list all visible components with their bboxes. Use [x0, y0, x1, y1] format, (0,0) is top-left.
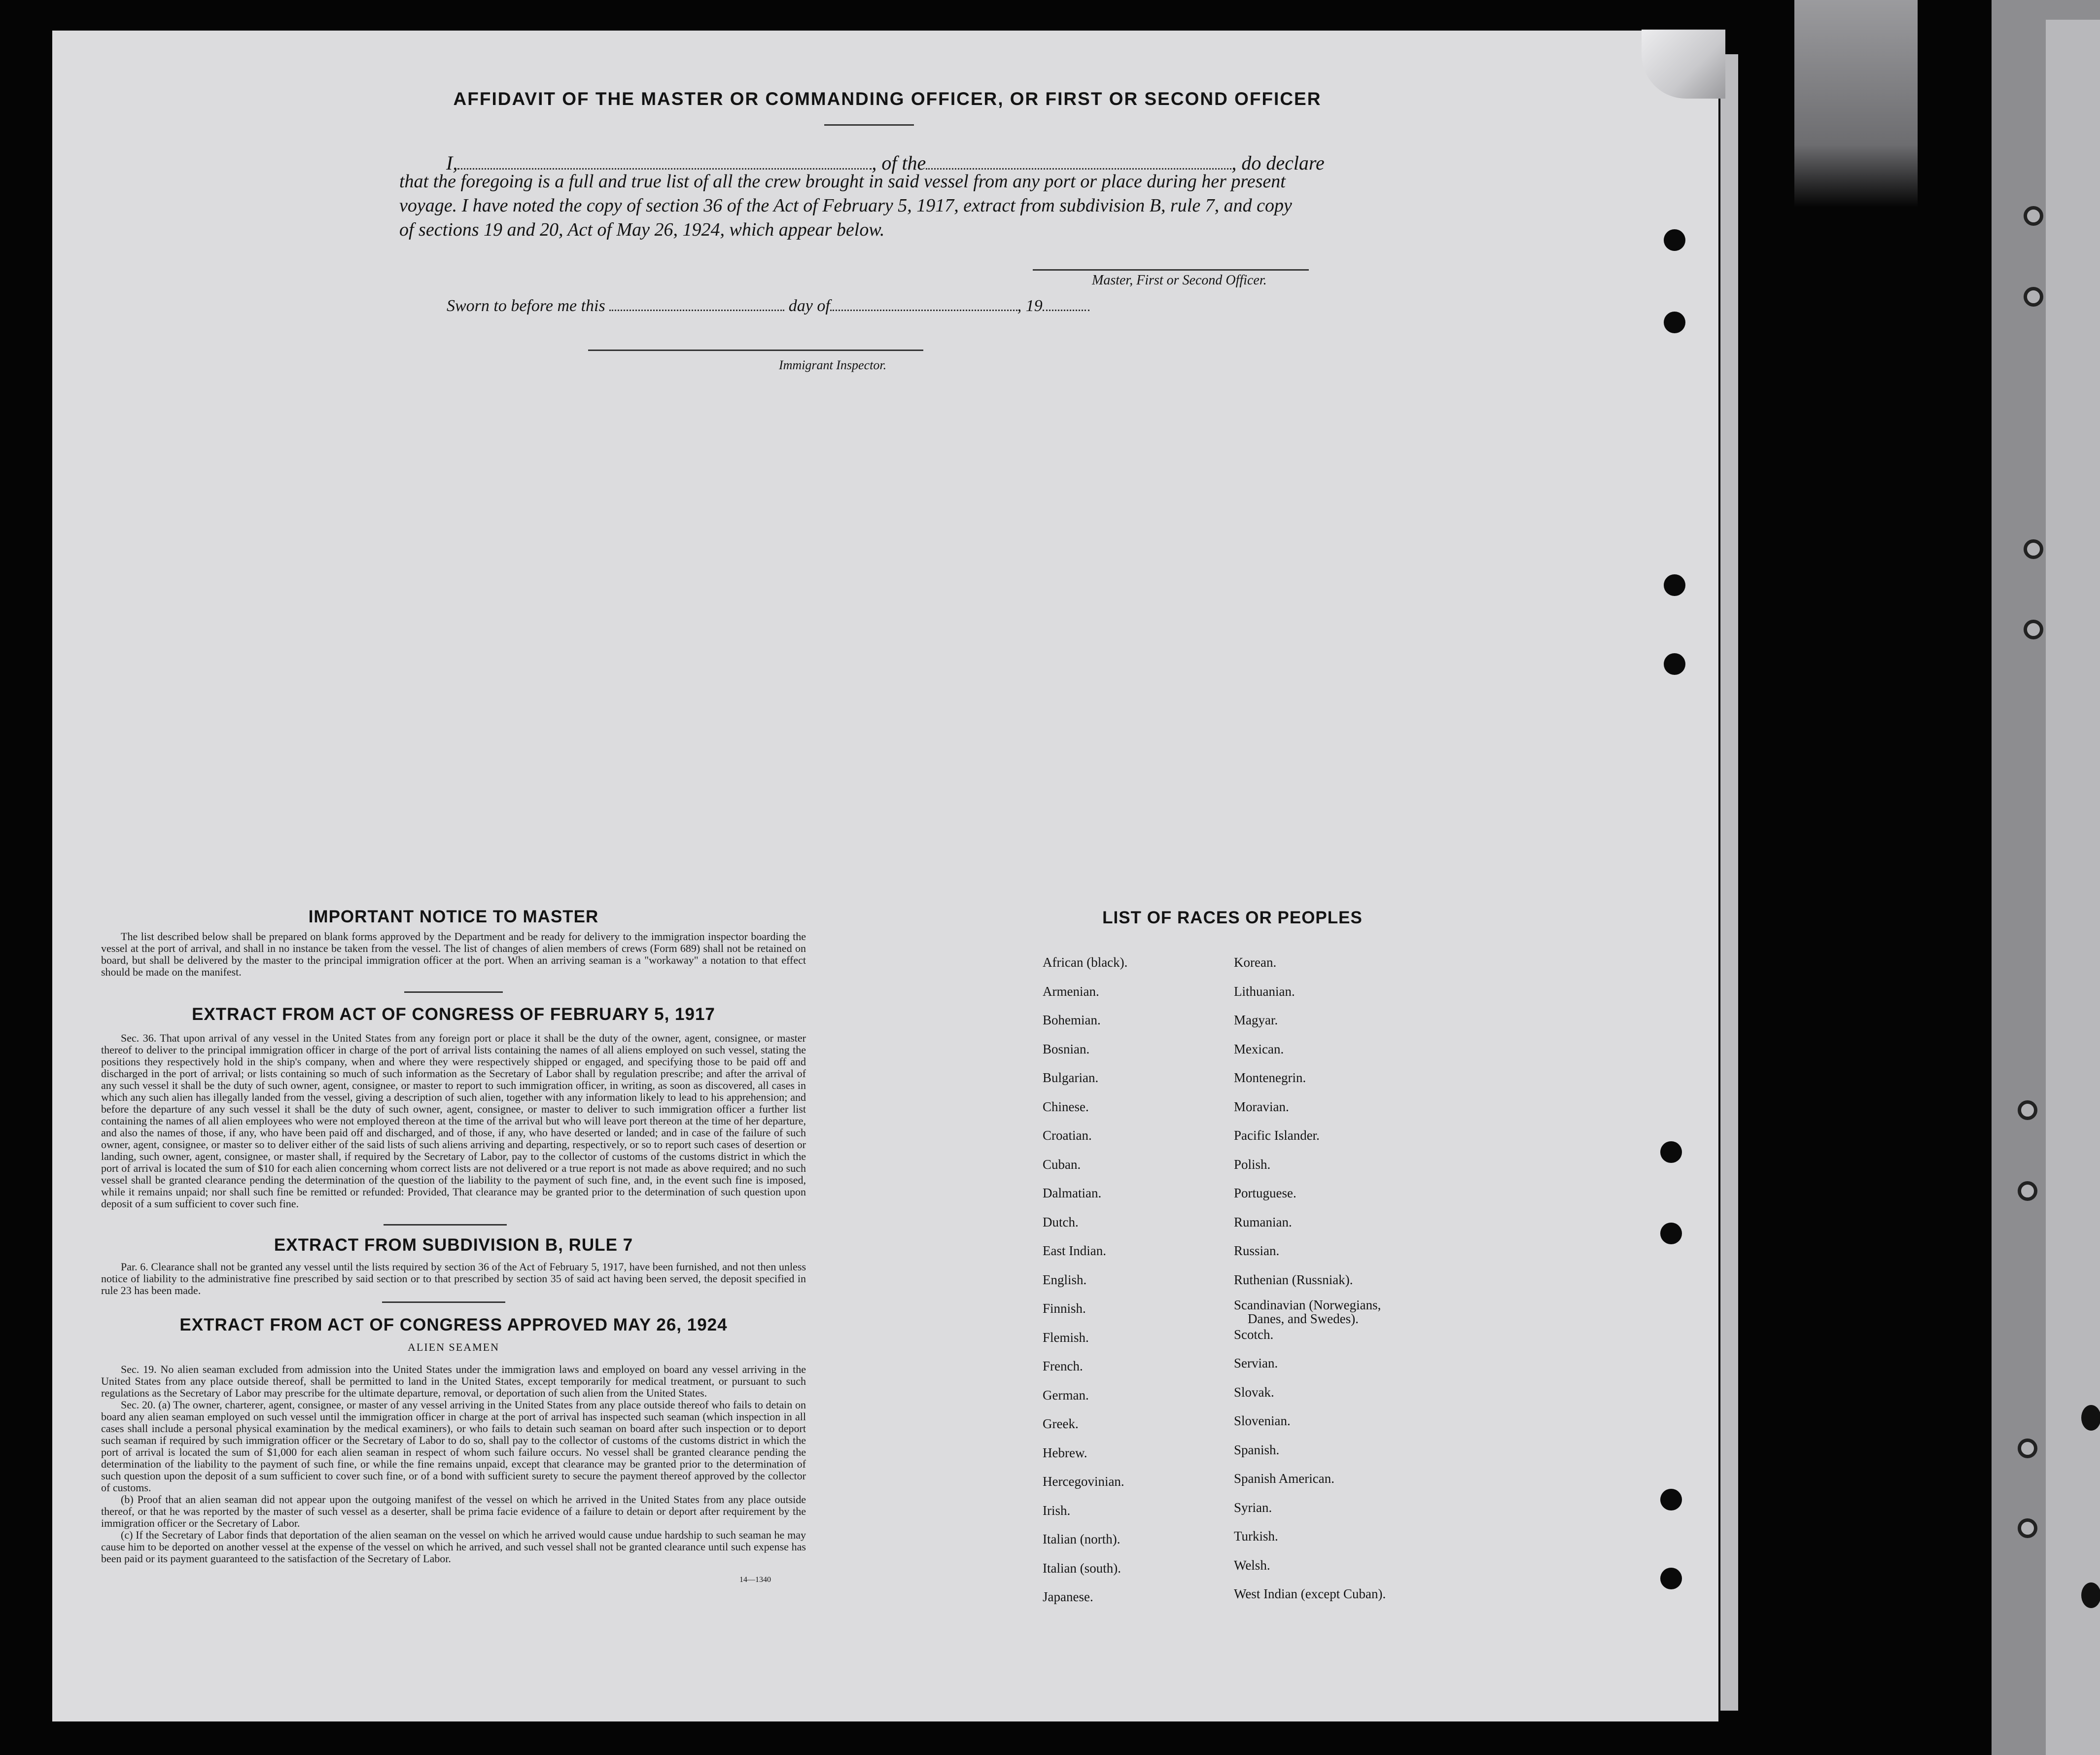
- race-item: [1234, 1529, 1386, 1558]
- race-item: [1043, 1301, 1127, 1330]
- punch-hole-icon: [1664, 574, 1685, 596]
- race-item: [1043, 1215, 1127, 1244]
- race-label: Rumanian.: [1234, 1214, 1292, 1229]
- race-item: [1234, 1128, 1386, 1157]
- race-item: [1234, 1356, 1386, 1385]
- section-36-paragraph: Sec. 36. That upon arrival of any vessel in the United States from any foreign port or place it shall be the duty of the owner, agent, consignee, or master thereof to deliver to the principal immigration officer in charge of the port of arrival lists containing the names of all aliens employed on such vessel, stating the positions they respectively hold in the ship's company, when and where they were respectively shipped or engaged, and specifying those to be paid off and discharged in the port of arrival; or lists containing so much of such information as the Secretary of Labor shall by regulation prescribe; and after the arrival of any such vessel it shall be the duty of such owner, agent, consignee, or master to report to such immigration officer, in writing, as soon as discovered, all cases in which any such alien has illegally landed from the vessel, giving a description of such alien, together with any information likely to lead to his apprehension; and before the departure of any such vessel it shall be the duty of such owner, agent, consignee, or master to deliver to such immigration officer a further list containing the names of all alien employees who were not employed thereon at the time of the arrival but who will leave port thereon at the time of her departure, and also the names of those, if any, who have been paid off and discharged, and of those, if any, who have deserted or landed; and in case of the failure of such owner, agent, consignee, or master so to deliver either of the said lists of such aliens arriving and departing, respectively, or so to report such cases of desertion or landing, such owner, agent, consignee, or master shall, if required by the Secretary of Labor, pay to the collector of customs of the customs district in which the port of arrival is located the sum of $10 for each alien concerning whom correct lists are not delivered or a true report is not made as above required; and no such vessel shall be granted clearance pending the determination of the question of the liability to the payment of such fine, and, in the event such fine is imposed, while it remains unpaid; nor shall such fine be remitted or refunded: Provided, That clearance may be granted prior to the determination of such question upon deposit of a sum sufficient to cover such fine.: [101, 1032, 806, 1210]
- race-item: [1234, 1327, 1386, 1356]
- extract-1924-title: EXTRACT FROM ACT OF CONGRESS APPROVED MAY 26, 1924: [179, 1315, 728, 1334]
- section-20b-paragraph: (b) Proof that an alien seaman did not appear upon the outgoing manifest of the vessel on which he arrived in the United States from any place outside thereof, or that he was reported by the master of such vessel as a deserter, shall be prima facie evidence of a failure to detain or deport after requirement by the immigration officer or the Secretary of Labor.: [101, 1493, 806, 1529]
- race-label: East Indian.: [1043, 1243, 1106, 1258]
- race-item: [1043, 1503, 1127, 1532]
- race-label: Scotch.: [1234, 1327, 1274, 1342]
- race-item: [1043, 1013, 1127, 1042]
- sworn-line: [447, 295, 1089, 316]
- race-label: Bohemian.: [1043, 1013, 1101, 1027]
- race-label: Scandinavian (Norwegians,: [1234, 1298, 1381, 1312]
- race-item: [1234, 1471, 1386, 1500]
- race-item: [1234, 1243, 1386, 1272]
- race-item: [1234, 1442, 1386, 1472]
- race-label: Spanish American.: [1234, 1471, 1334, 1486]
- section-20c-paragraph: (c) If the Secretary of Labor finds that deportation of the alien seaman on the vessel on which he arrived would cause undue hardship to such seaman he may cause him to be deported on another vessel at the expense of the vessel on which he arrived, and such vessel shall not be granted clearance until such expense has been paid or its payment guaranteed to the satisfaction of the Secretary of Labor.: [101, 1529, 806, 1565]
- race-item: [1043, 1589, 1127, 1618]
- page-edge: [1720, 54, 1738, 1711]
- vessel-blank: [926, 153, 1231, 170]
- race-label: Welsh.: [1234, 1557, 1270, 1573]
- race-item: [1234, 1157, 1386, 1186]
- ring-hole-icon: [2024, 206, 2043, 226]
- race-label: Irish.: [1043, 1503, 1071, 1518]
- race-label: Turkish.: [1234, 1529, 1278, 1544]
- race-item: [1043, 1042, 1127, 1071]
- month-blank: [830, 295, 1017, 311]
- races-left-column: [1043, 955, 1127, 1618]
- race-label-continued: Danes, and Swedes).: [1248, 1311, 1359, 1326]
- punch-hole-icon: [1664, 312, 1685, 333]
- race-item: [1043, 984, 1127, 1013]
- punch-hole-icon: [1664, 653, 1685, 675]
- race-label: Armenian.: [1043, 983, 1099, 999]
- race-label: Bosnian.: [1043, 1041, 1090, 1056]
- race-label: Montenegrin.: [1234, 1070, 1306, 1085]
- race-label: Chinese.: [1043, 1099, 1089, 1114]
- ring-hole-icon: [2024, 620, 2043, 639]
- ring-hole-icon: [2024, 539, 2043, 559]
- name-blank: [457, 153, 872, 170]
- race-label: Italian (north).: [1043, 1532, 1120, 1546]
- race-label: German.: [1043, 1387, 1089, 1403]
- race-label: Magyar.: [1234, 1013, 1278, 1027]
- adjacent-page-top-shadow: [1794, 0, 1918, 207]
- race-label: Dutch.: [1043, 1214, 1079, 1229]
- do-declare-label: , do declare: [1231, 152, 1325, 174]
- adjacent-page-edge: [2046, 20, 2100, 1755]
- year-label: , 19: [1017, 297, 1043, 315]
- race-label: French.: [1043, 1359, 1083, 1373]
- race-item: [1043, 1561, 1127, 1590]
- par-6-paragraph: Par. 6. Clearance shall not be granted any vessel until the lists required by section 36 of the Act of February 5, 1917, have been furnished, and not then unless notice of liability to the administrative fine prescribed by said section or to that prescribed by section 35 of said act having been served, the deposit specified in rule 23 has been made.: [101, 1261, 806, 1297]
- race-item: [1234, 1013, 1386, 1042]
- race-item: [1043, 1330, 1127, 1359]
- race-label: Mexican.: [1234, 1041, 1284, 1056]
- ring-hole-icon: [2018, 1100, 2037, 1120]
- race-item: [1043, 1445, 1127, 1474]
- punch-hole-icon: [1660, 1141, 1682, 1163]
- race-item: [1043, 1157, 1127, 1186]
- edge-hole-icon: [2081, 1582, 2100, 1608]
- extract-1924-body: [101, 1364, 806, 1565]
- race-item: [1234, 1186, 1386, 1215]
- day-blank: [609, 295, 784, 311]
- race-item: [1043, 1359, 1127, 1388]
- race-item: [1043, 1243, 1127, 1272]
- extract-1917-body: [101, 1032, 806, 1210]
- master-signature-label: Master, First or Second Officer.: [1092, 273, 1267, 288]
- divider-rule: [382, 1301, 505, 1303]
- of-the-label: , of the: [872, 152, 926, 174]
- race-label: Hercegovinian.: [1043, 1474, 1124, 1489]
- race-item: [1043, 1272, 1127, 1301]
- race-label: English.: [1043, 1272, 1087, 1287]
- inspector-signature-label: Immigrant Inspector.: [779, 358, 887, 372]
- race-item: [1043, 955, 1127, 984]
- master-signature-line: [1033, 269, 1309, 271]
- alien-seamen-subtitle: ALIEN SEAMEN: [408, 1341, 499, 1353]
- section-20a-paragraph: Sec. 20. (a) The owner, charterer, agent, consignee, or master of any vessel arriving in the United States from any place outside thereof who fails to detain on board any alien seaman employed on such vessel until the immigration officer in charge at the port of arrival has inspected such seaman (which inspection in all cases shall include a personal physical examination by the medical examiners), or who fails to detain such seaman on board after such inspection or to deport such seaman if required by such immigration officer or the Secretary of Labor to do so, shall pay to the collector of customs of the customs district in which the port of arrival is located the sum of $1,000 for each alien seaman in respect of whom such failure occurs. No vessel shall be granted clearance pending the determination of the liability to the payment of such fine, or while the fine remains unpaid, except that clearance may be granted prior to the determination of such question upon the deposit of a sum sufficient to cover such fine, or of a bond with sufficient surety to secure the payment thereof approved by the collector of customs.: [101, 1399, 806, 1494]
- race-label: Pacific Islander.: [1234, 1128, 1320, 1143]
- race-label: Flemish.: [1043, 1330, 1089, 1345]
- race-label: Finnish.: [1043, 1301, 1086, 1316]
- punch-hole-icon: [1660, 1568, 1682, 1589]
- notice-paragraph: The list described below shall be prepared on blank forms approved by the Department and be ready for delivery to the immigration inspector boarding the vessel at the port of arrival, and shall in no instance be taken from the vessel. The list of changes of alien members of crews (Form 689) shall not be retained on board, but shall be delivered by the master to the principal immigration officer at the port. When an arriving seaman is a "workaway" a notation to that effect should be made on the manifest.: [101, 930, 806, 978]
- punch-hole-icon: [1664, 229, 1685, 251]
- race-label: Italian (south).: [1043, 1560, 1121, 1576]
- race-item: [1234, 1586, 1386, 1615]
- affidavit-line-3: voyage. I have noted the copy of section 36 of the Act of February 5, 1917, extract from subdivision B, rule 7, and copy: [399, 195, 1292, 216]
- race-item: [1234, 1558, 1386, 1587]
- punch-hole-icon: [1660, 1223, 1682, 1244]
- day-of-label: day of: [788, 297, 830, 315]
- race-label: Portuguese.: [1234, 1186, 1296, 1200]
- divider-rule: [384, 1224, 507, 1226]
- race-item: [1043, 1070, 1127, 1099]
- race-label: Korean.: [1234, 955, 1277, 970]
- extract-1917-title: EXTRACT FROM ACT OF CONGRESS OF FEBRUARY 5, 1917: [192, 1005, 715, 1024]
- title-rule: [824, 124, 914, 126]
- race-label: Japanese.: [1043, 1589, 1093, 1604]
- ring-hole-icon: [2018, 1181, 2037, 1201]
- race-label: Lithuanian.: [1234, 983, 1295, 999]
- race-item: [1234, 1385, 1386, 1414]
- affidavit-line-2: that the foregoing is a full and true list of all the crew brought in said vessel from any port or place during her present: [399, 171, 1286, 192]
- section-19-paragraph: Sec. 19. No alien seaman excluded from admission into the United States under the immigration laws and employed on board any vessel arriving in the United States from any place outside thereof, shall be permitted to land in the United States, except temporarily for medical treatment, or pursuant to such regulations as the Secretary of Labor may prescribe for the ultimate departure, removal, or deportation of such alien from the United States.: [101, 1363, 806, 1399]
- inspector-signature-line: [588, 350, 923, 351]
- divider-rule: [404, 991, 503, 993]
- notice-body: [101, 931, 806, 978]
- race-label: Slovak.: [1234, 1384, 1274, 1400]
- race-label: West Indian (except Cuban).: [1234, 1586, 1386, 1601]
- race-label: Russian.: [1234, 1243, 1280, 1258]
- edge-hole-icon: [2081, 1405, 2100, 1431]
- race-label: Ruthenian (Russniak).: [1234, 1272, 1353, 1287]
- affidavit-title: AFFIDAVIT OF THE MASTER OR COMMANDING OFFICER, OR FIRST OR SECOND OFFICER: [453, 89, 1322, 109]
- race-label: Dalmatian.: [1043, 1186, 1102, 1200]
- race-label: Polish.: [1234, 1157, 1271, 1172]
- race-label: Moravian.: [1234, 1099, 1289, 1114]
- race-item: [1234, 1272, 1386, 1301]
- ring-hole-icon: [2018, 1518, 2037, 1538]
- notice-title: IMPORTANT NOTICE TO MASTER: [308, 907, 599, 926]
- form-number: 14—1340: [739, 1576, 771, 1584]
- rule-7-title: EXTRACT FROM SUBDIVISION B, RULE 7: [274, 1235, 633, 1255]
- race-item: [1043, 1532, 1127, 1561]
- race-item: [1234, 1215, 1386, 1244]
- races-right-column: [1234, 955, 1386, 1615]
- race-item: [1234, 1070, 1386, 1099]
- ring-hole-icon: [2024, 287, 2043, 307]
- sworn-label: Sworn to before me this: [447, 297, 605, 315]
- race-item: [1043, 1388, 1127, 1417]
- race-item: [1043, 1474, 1127, 1503]
- race-label: Croatian.: [1043, 1128, 1092, 1143]
- race-label: Greek.: [1043, 1416, 1079, 1431]
- punch-hole-icon: [1660, 1489, 1682, 1510]
- affidavit-line-4: of sections 19 and 20, Act of May 26, 1924, which appear below.: [399, 219, 885, 240]
- ring-hole-icon: [2018, 1439, 2037, 1458]
- race-label: Spanish.: [1234, 1442, 1280, 1457]
- race-label: Bulgarian.: [1043, 1070, 1099, 1085]
- race-item: [1234, 1099, 1386, 1128]
- race-item: [1043, 1099, 1127, 1128]
- year-blank: [1043, 295, 1089, 311]
- race-label: Slovenian.: [1234, 1413, 1291, 1428]
- race-label: Hebrew.: [1043, 1445, 1087, 1460]
- race-item: [1234, 1298, 1386, 1327]
- race-item: [1234, 984, 1386, 1013]
- race-item: [1234, 1042, 1386, 1071]
- rule-7-body: [101, 1261, 806, 1297]
- i-label: I,: [446, 152, 458, 174]
- race-item: [1234, 1413, 1386, 1442]
- race-item: [1234, 1500, 1386, 1529]
- races-title: LIST OF RACES OR PEOPLES: [1102, 908, 1363, 927]
- race-item: [1043, 1128, 1127, 1157]
- race-label: African (black).: [1043, 955, 1128, 970]
- race-item: [1234, 955, 1386, 984]
- race-item: [1043, 1186, 1127, 1215]
- race-label: Syrian.: [1234, 1500, 1272, 1515]
- race-label: Cuban.: [1043, 1157, 1081, 1172]
- race-label: Servian.: [1234, 1356, 1278, 1370]
- race-item: [1043, 1416, 1127, 1445]
